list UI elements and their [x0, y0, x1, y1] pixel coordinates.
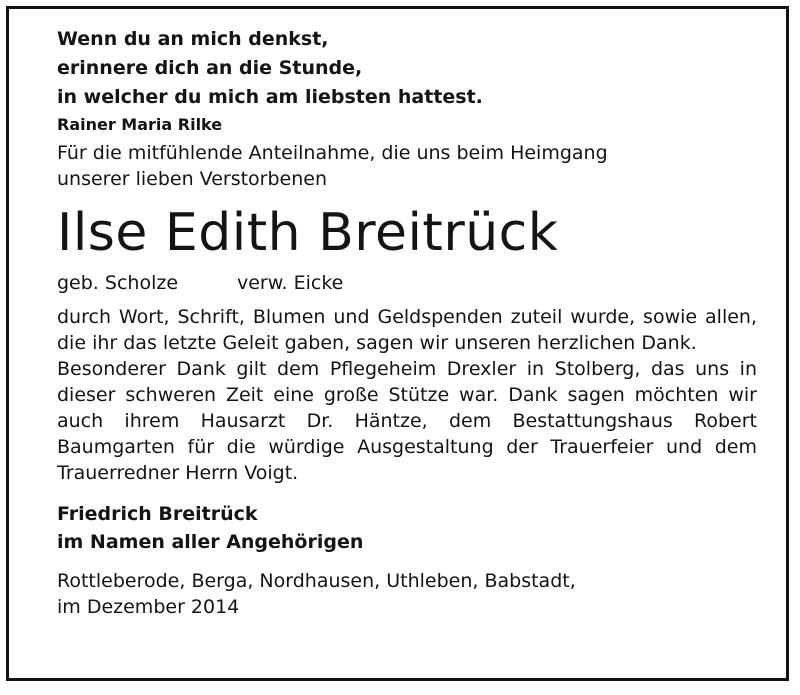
quote-line: in welcher du mich am liebsten hattest. [57, 86, 483, 108]
quote-line: erinnere dich an die Stunde, [57, 57, 363, 79]
thanks-paragraph: durch Wort, Schrift, Blumen und Geldspenden zuteil wurde, sowie allen, die ihr das letzte Geleit gaben, sagen wir unseren herzlichen Dank. [57, 306, 757, 354]
deceased-name: Ilse Edith Breitrück [57, 203, 559, 263]
date: im Dezember 2014 [57, 596, 240, 618]
signatory-note: im Namen aller Angehörigen [57, 531, 364, 553]
intro-text [57, 140, 757, 192]
signatory-name: Friedrich Breitrück [57, 503, 258, 525]
birth-name: geb. Scholze [57, 272, 179, 294]
notice-frame [6, 6, 789, 681]
intro-line: Für die mitfühlende Anteilnahme, die uns beim Heimgang [57, 142, 608, 164]
places: Rottleberode, Berga, Nordhausen, Uthleben, Babstadt, [57, 570, 576, 592]
widowed-name: verw. Eicke [237, 272, 344, 294]
signature [57, 500, 757, 556]
quote-author: Rainer Maria Rilke [57, 115, 223, 134]
intro-line: unserer lieben Verstorbenen [57, 168, 328, 190]
notice-content [57, 25, 757, 620]
maiden-names [57, 270, 757, 296]
poem-quote [57, 25, 757, 112]
thanks-text [57, 304, 757, 486]
place-date [57, 568, 757, 620]
thanks-paragraph: Besonderer Dank gilt dem Pflegeheim Drexler in Stolberg, das uns in dieser schweren Zeit eine große Stütze war. Dank sagen möchten wir auch ihrem Hausarzt Dr. Häntze, dem Bestattungshaus Robert Baumgarten für die würdige Ausgestaltung der Trauerfeier und dem Trauerredner Herrn Voigt. [57, 358, 757, 484]
quote-line: Wenn du an mich denkst, [57, 28, 329, 50]
